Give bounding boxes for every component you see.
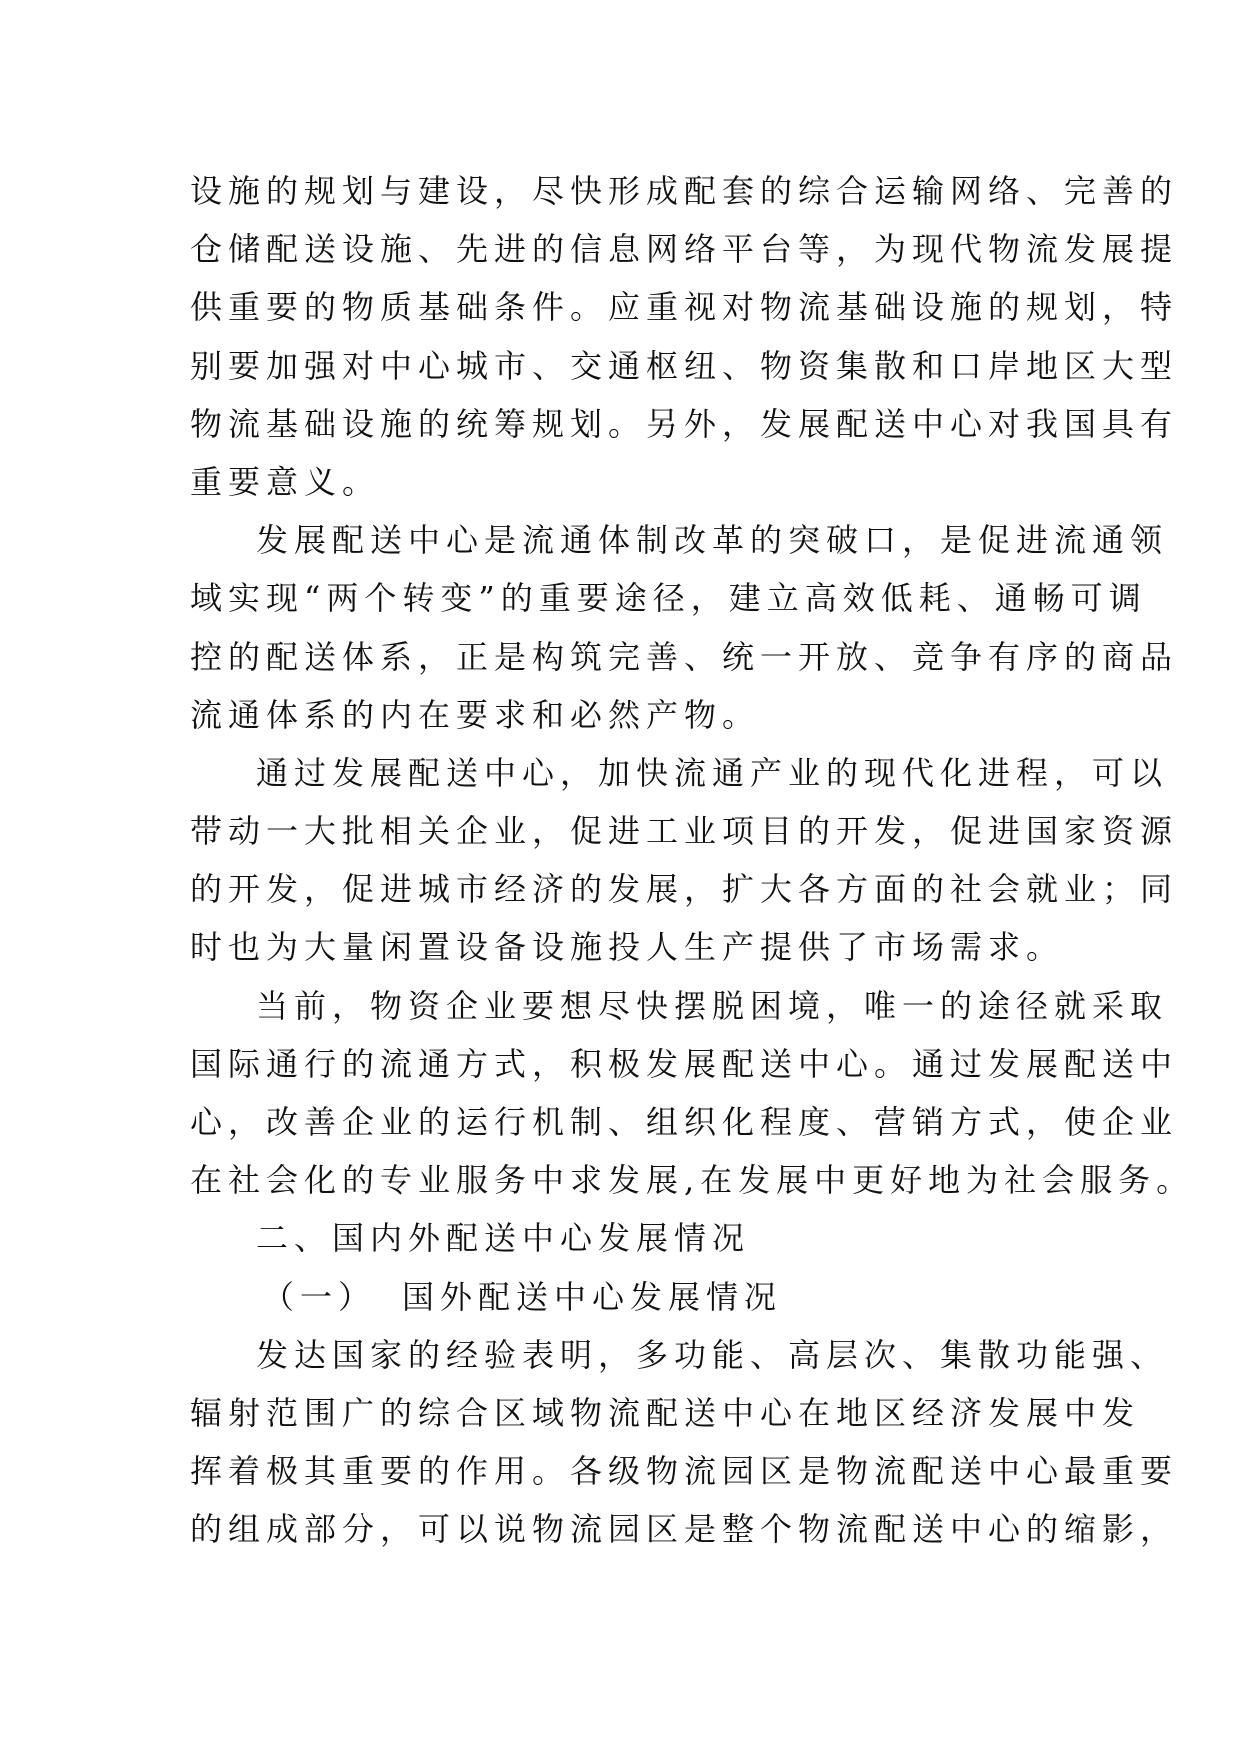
subsection-number: （一） xyxy=(262,1277,377,1316)
text-line: 仓储配送设施、先进的信息网络平台等，为现代物流发展提 xyxy=(190,230,1179,269)
text-line: 域实现“两个转变”的重要途径，建立高效低耗、通畅可调 xyxy=(190,579,1147,618)
text-line: 供重要的物质基础条件。应重视对物流基础设施的规划，特 xyxy=(190,288,1179,327)
text-line: 发展配送中心是流通体制改革的突破口，是促进流通领 xyxy=(256,521,1169,560)
text-line: 带动一大批相关企业，促进工业项目的开发，促进国家资源 xyxy=(190,812,1179,851)
text-line: 别要加强对中心城市、交通枢纽、物资集散和口岸地区大型 xyxy=(190,346,1179,385)
text-line: 国际通行的流通方式，积极发展配送中心。通过发展配送中 xyxy=(190,1044,1179,1083)
text-line: 挥着极其重要的作用。各级物流园区是物流配送中心最重要 xyxy=(190,1452,1179,1491)
text-line: 在社会化的专业服务中求发展,在发展中更好地为社会服务。 xyxy=(190,1161,1195,1200)
text-line: 辐射范围广的综合区域物流配送中心在地区经济发展中发 xyxy=(190,1393,1141,1432)
text-line: 当前，物资企业要想尽快摆脱困境，唯一的途径就采取 xyxy=(256,986,1169,1025)
text-line: 重要意义。 xyxy=(190,462,381,501)
text-line: 物流基础设施的统筹规划。另外，发展配送中心对我国具有 xyxy=(190,404,1179,443)
subsection-title: 国外配送中心发展情况 xyxy=(402,1277,783,1316)
section-heading: 二、国内外配送中心发展情况 xyxy=(256,1219,751,1258)
text-line: 通过发展配送中心，加快流通产业的现代化进程，可以 xyxy=(256,753,1169,792)
text-line: 控的配送体系，正是构筑完善、统一开放、竞争有序的商品 xyxy=(190,637,1179,676)
text-line: 的开发，促进城市经济的发展，扩大各方面的社会就业；同 xyxy=(190,870,1179,909)
text-line: 心，改善企业的运行机制、组织化程度、营销方式，使企业 xyxy=(190,1103,1179,1141)
text-line: 设施的规划与建设，尽快形成配套的综合运输网络、完善的 xyxy=(190,172,1179,210)
body-text xyxy=(190,162,1195,1559)
text-line: 流通体系的内在要求和必然产物。 xyxy=(190,695,761,734)
text-line: 的组成部分，可以说物流园区是整个物流配送中心的缩影， xyxy=(190,1510,1179,1549)
text-line: 发达国家的经验表明，多功能、高层次、集散功能强、 xyxy=(256,1335,1169,1374)
subsection-heading xyxy=(190,1268,1050,1326)
text-line: 时也为大量闲置设备设施投人生产提供了市场需求。 xyxy=(190,928,1065,967)
